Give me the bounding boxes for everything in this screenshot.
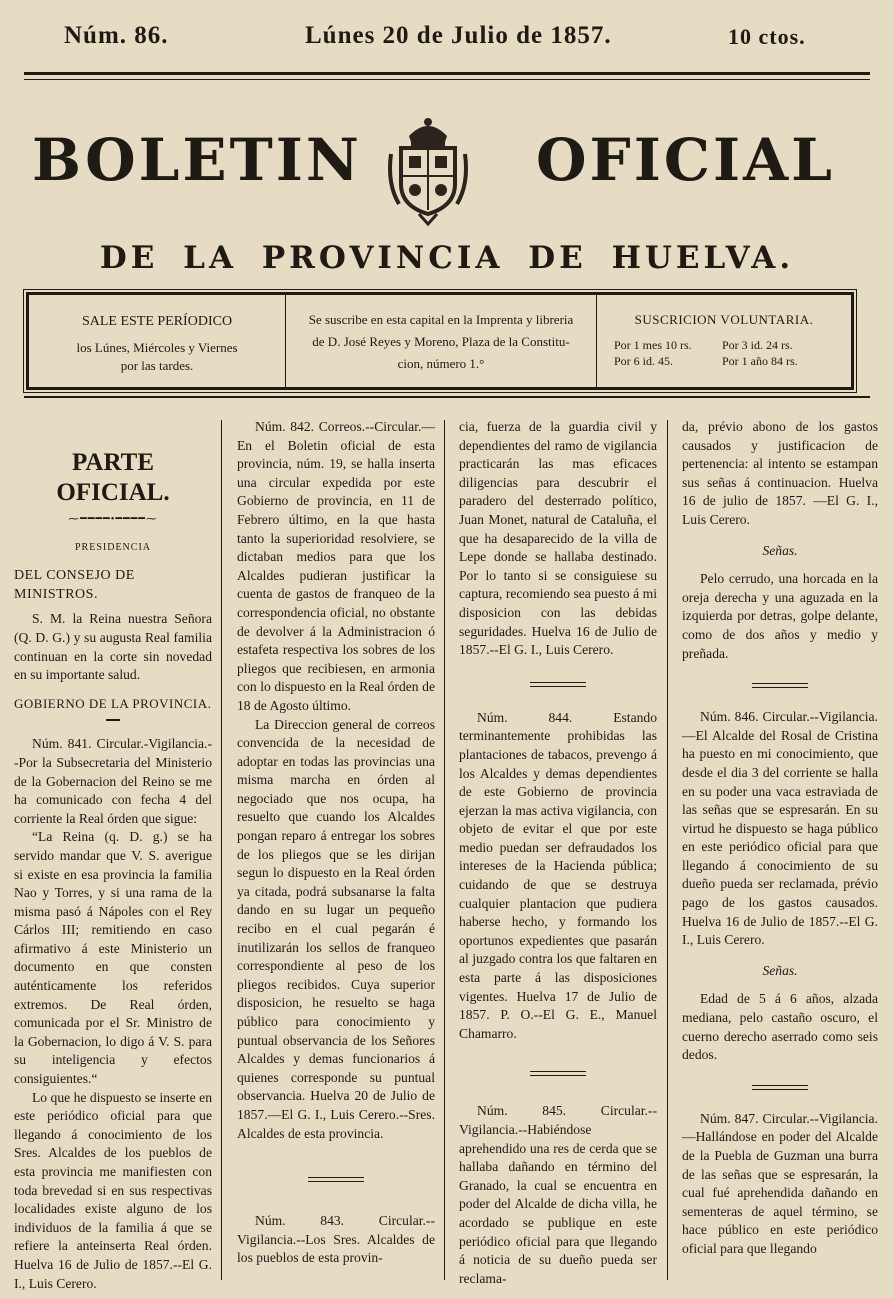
article-844: Núm. 844. Estando terminantemente prohibidas las plantaciones de tabacos, prevengo á los Alcaldes y demas dependientes de este Gobierno de provincia ejerzan la mas activa vigilancia, con objeto de evitar el que por este medio puedan ser defraudados los intereses de la Hacienda pública; cuidando de que se destruya cualquier plantacion que pudiera haberse hecho, y formando los oportunos expedientes que pasarán al juzgado contra los que faltaren en esta parte á las disposiciones vigentes. Huelva 17 de Julio de 1857. P. O.--El G. E., Manuel Chamarro. (459, 709, 657, 1041)
article-841-intro: Núm. 841. Circular.-Vigilancia.--Por la Subsecretaria del Ministerio de la Gobernacion del Reino se me ha comunicado con fecha 4 del corriente la Real órden que sigue: (14, 736, 212, 826)
issue-price: 10 ctos. (728, 24, 806, 49)
article-842-continued: La Direccion general de correos convencida de la necesidad de adoptar en todas las provincias una misma marcha en órden al negociado que nos ocupa, ha resuelto que cuando los Alcaldes pongan reparo á entregar los sobres de los pliegos que se les dirijan segun lo dispuesto en la Real órden ya citada, podrá subsanarse la falta dando en su lugar un pequeño recibo en el cual pegarán é inutilizarán los sellos de franqueo correspondiente al peso de los pliegos recibidos. Cuya superior disposicion, he resuelto se haga público para conocimiento y puntual observancia de los Señores Alcaldes y demas funcionarios á quienes corresponde su puntual observancia. Huelva 20 de Julio de 1857.—El G. I., Luis Cerero.--Sres. Alcaldes de esta provincia. (237, 716, 435, 1141)
article-843-start: Núm. 843. Circular.--Vigilancia.--Los Sres. Alcaldes de los pueblos de esta provin- (237, 1213, 435, 1266)
heading-dash (106, 719, 120, 721)
header-rule (24, 72, 870, 75)
column-rule-2 (444, 420, 445, 1280)
rates-title: SUSCRICION VOLUNTARIA. (634, 312, 814, 327)
rates-table (614, 337, 834, 369)
masthead-oficial: OFICIAL (536, 126, 835, 194)
column-rule-1 (221, 420, 222, 1280)
publication-schedule (29, 295, 285, 387)
royal-crest-icon (385, 114, 471, 226)
issue-date: Lúnes 20 de Julio de 1857. (305, 22, 612, 49)
issue-number: Núm. 86. (64, 22, 169, 49)
column-4 (682, 418, 878, 1298)
senas-heading-2: Señas. (762, 962, 798, 978)
column-1 (14, 400, 212, 1291)
subscription-box (26, 292, 854, 390)
subscription-rates (597, 295, 851, 387)
place-line-1: Se suscribe en esta capital en la Imprenta y libreria (308, 312, 574, 327)
column-2 (237, 418, 435, 1298)
masthead-boletin: BOLETIN (32, 126, 362, 194)
senas-heading-1: Señas. (762, 542, 798, 558)
article-separator (752, 683, 808, 688)
article-845-start: Núm. 845. Circular.--Vigilancia.--Habiéndose aprehendido una res de cerda que se hallaba dañando en término del Granado, la cual se encuentra en poder del Alcalde de dicha villa, he acordado se publique en este periódico oficial para que llegando á noticia de su dueño pueda ser reclama- (459, 1103, 657, 1286)
column-rule-3 (667, 420, 668, 1280)
article-841-closing: Lo que he dispuesto se inserte en este periódico oficial para que llegando á conocimiento de los Sres. Alcaldes de los pueblos de esta provincia me manifiesten con toda brevedad si en sus respectivas localidades existe alguno de los individuos de la familia á que se refiere la anteinserta Real órden. Huelva 16 de Julio de 1857.--El G. I., Luis Cerero. (14, 1089, 212, 1291)
article-separator (752, 1085, 808, 1090)
rate-6-months: Por 6 id. 45. (614, 354, 674, 368)
rate-3-months: Por 3 id. 24 rs. (722, 338, 793, 352)
article-841-quote: “La Reina (q. D. g.) se ha servido mandar que V. S. averigue si existe en esa provincia la familia Nao y Torres, y si una rama de la misma pasó á Nápoles con el Rey Cárlos III; remitiendo en caso afirmativo á este Ministerio un documento en que consten auténticamente los referidos extremos. De Real órden, comunicada por el Sr. Ministro de la Gobernacion, lo digo á V. S. para su inteligencia y efectos consiguientes.“ (14, 829, 212, 1087)
section-title: PARTE OFICIAL. (56, 449, 170, 506)
box-bottom-rule (24, 396, 870, 398)
subscription-place (285, 295, 597, 387)
senas-description-2: Edad de 5 á 6 años, alzada mediana, pelo castaño oscuro, el cuerno derecho aserrado como seis dedos. (682, 991, 878, 1063)
column-3 (459, 418, 657, 1298)
ornament-divider: ⁓━━━━•━━━━⁓ (68, 513, 158, 525)
schedule-time: por las tardes. (120, 358, 194, 373)
article-842: Núm. 842. Correos.--Circular.—En el Boletin oficial de esta provincia, núm. 19, se halla inserta una circular expedida por este Gobierno de provincia, en 11 de Febrero último, en la que hasta tanto la superioridad resolviere, se dictaban medios para que los Alcaldes pudieran justificar la cuenta de gastos de franqueo de la correspondencia oficial, no obstante de devolver á la Administracion ó estafeta respectiva los sobres de los pliegos que recibiesen, en armonia con lo dispuesto en la Real órden de 18 de Agosto último. (237, 419, 435, 713)
article-846: Núm. 846. Circular.--Vigilancia.—El Alcalde del Rosal de Cristina ha puesto en mi conocimiento, que desde el dia 3 del corriente se halla en su poder una vaca estraviada de las señas que se espresarán. En su virtud he dispuesto se haga público en este periódico oficial para que llegando á conocimiento de su dueño pueda ser reclamada, prévio pago de los gastos causados. Huelva 16 de Julio de 1857.--El G. I., Luis Cerero. (682, 709, 878, 948)
place-line-3: cion, número 1.° (397, 356, 485, 371)
gobierno-heading: GOBIERNO DE LA PROVINCIA. (14, 695, 212, 711)
schedule-title: SALE ESTE PERÍODICO (81, 314, 233, 329)
article-845-continued: da, prévio abono de los gastos causados y justificacion de pertenencia: al intento se estampan sus señas á continuacion. Huelva 16 de julio de 1857. —El G. I., Luis Cerero. (682, 419, 878, 527)
rate-1-month: Por 1 mes 10 rs. (614, 338, 692, 352)
header-rule-thin (24, 79, 870, 80)
article-843-continued: cia, fuerza de la guardia civil y dependientes del ramo de vigilancia practicarán las mas eficaces diligencias para descubrir el paradero del desterrado político, Juan Monet, natural de Cataluña, el que ha desaparecido de la villa de Lepe donde se hallaba destinado. Por lo tanto si se consiguiese su captura, recomiendo sea puesto á mi disposicion con las debidas seguridades. Huelva 16 de Julio de 1857.--El G. I., Luis Cerero. (459, 419, 657, 658)
place-line-2: de D. José Reyes y Moreno, Plaza de la Constitu- (312, 334, 570, 349)
rate-1-year: Por 1 año 84 rs. (722, 354, 798, 368)
article-royal-health: S. M. la Reina nuestra Señora (Q. D. G.) y su augusta Real familia continuan en la corte sin novedad en su importante salud. (14, 611, 212, 683)
schedule-days: los Lúnes, Miércoles y Viernes (76, 340, 238, 355)
article-separator (308, 1177, 364, 1182)
presidencia-heading: PRESIDENCIA (74, 541, 151, 553)
senas-description-1: Pelo cerrudo, una horcada en la oreja derecha y una aguzada en la izquierda por detras, golpe delante, como de dos años y medio y preñada. (682, 571, 878, 661)
article-847-start: Núm. 847. Circular.--Vigilancia.—Hallándose en poder del Alcalde de la Puebla de Guzman una burra de las señas que se espresarán, la cual fué aprehendida dañando en sementeras de aquel término, se hace público en este periódico oficial para que llegando (682, 1110, 878, 1256)
article-separator (530, 682, 586, 687)
masthead-subtitle: DE LA PROVINCIA DE HUELVA. (99, 240, 795, 276)
consejo-heading: DEL CONSEJO DE MINISTROS. (14, 568, 135, 602)
article-separator (530, 1071, 586, 1076)
